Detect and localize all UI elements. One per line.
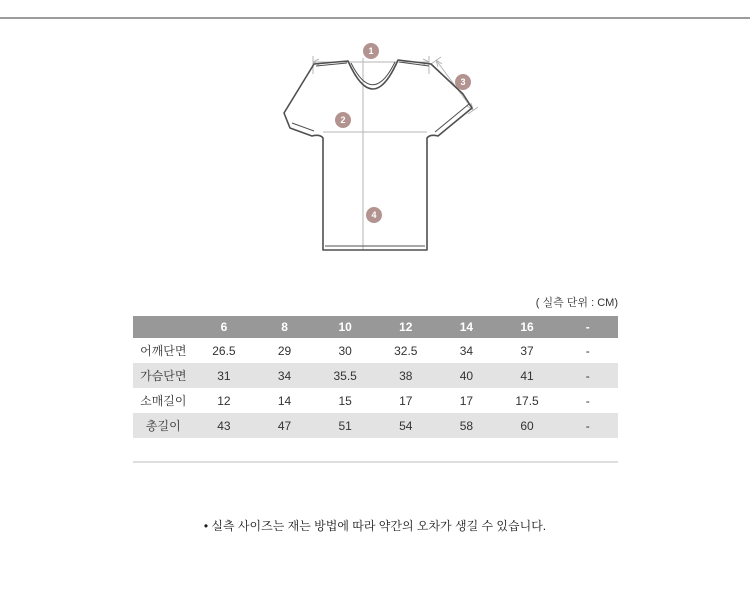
header-cell-size-8: 8: [281, 320, 288, 334]
cell: 34: [277, 368, 292, 383]
cell: 32.5: [394, 343, 418, 358]
cell: 38: [399, 368, 413, 383]
marker-2: [335, 112, 351, 128]
cell: 31: [217, 368, 231, 383]
row-label: 가슴단면: [140, 369, 187, 383]
cell: 51: [338, 418, 352, 433]
tshirt-measurement-diagram: [270, 35, 510, 270]
header-cell-size-16: 16: [520, 320, 534, 334]
measurement-unit-note: ( 실측 단위 : CM): [535, 297, 618, 309]
header-cell-size-14: 14: [459, 320, 474, 334]
cell: 14: [277, 393, 292, 408]
header-cell-dash: -: [585, 320, 590, 334]
cell: -: [585, 418, 590, 433]
table-row-total-length: [133, 413, 618, 438]
measurement-disclaimer-note: • 실측 사이즈는 재는 방법에 따라 약간의 오차가 생길 수 있습니다.: [203, 519, 547, 533]
size-chart-table: [133, 316, 618, 438]
table-row-chest: [133, 363, 618, 388]
cell: 30: [338, 343, 352, 358]
marker-1: [363, 43, 379, 59]
header-cell-size-12: 12: [399, 320, 413, 334]
cell: 15: [338, 393, 352, 408]
cell: -: [585, 343, 590, 358]
cell: 17: [399, 393, 413, 408]
marker-3: [455, 74, 471, 90]
marker-3-label: 3: [460, 77, 466, 88]
cell: 34: [459, 343, 474, 358]
header-cell-empty: [133, 316, 194, 338]
cell: 40: [459, 368, 474, 383]
row-label: 총길이: [145, 419, 181, 433]
marker-4-label: 4: [371, 210, 377, 221]
bottom-divider-rule: [133, 461, 618, 463]
marker-2-label: 2: [340, 115, 346, 126]
top-divider-rule: [0, 17, 750, 19]
cell: 54: [399, 418, 413, 433]
header-cell-size-10: 10: [338, 320, 352, 334]
cell: 17: [459, 393, 474, 408]
cell: 29: [277, 343, 292, 358]
row-label: 어깨단면: [140, 344, 187, 358]
cell: 43: [217, 418, 231, 433]
cell: 26.5: [212, 343, 236, 358]
cell: 35.5: [333, 368, 357, 383]
cell: 17.5: [515, 393, 539, 408]
cell: 37: [520, 343, 534, 358]
cell: 41: [520, 368, 534, 383]
cell: 58: [459, 418, 474, 433]
cell: 47: [277, 418, 292, 433]
marker-1-label: 1: [368, 46, 374, 57]
size-table-header-row: [133, 316, 618, 338]
row-label: 소매길이: [140, 394, 187, 408]
table-row-shoulder: [133, 338, 618, 363]
cell: -: [585, 393, 590, 408]
table-row-sleeve: [133, 388, 618, 413]
tshirt-diagram-svg: [270, 35, 510, 270]
cell: 12: [217, 393, 231, 408]
header-cell-size-6: 6: [220, 320, 228, 334]
marker-4: [366, 207, 382, 223]
cell: -: [585, 368, 590, 383]
cell: 60: [520, 418, 534, 433]
